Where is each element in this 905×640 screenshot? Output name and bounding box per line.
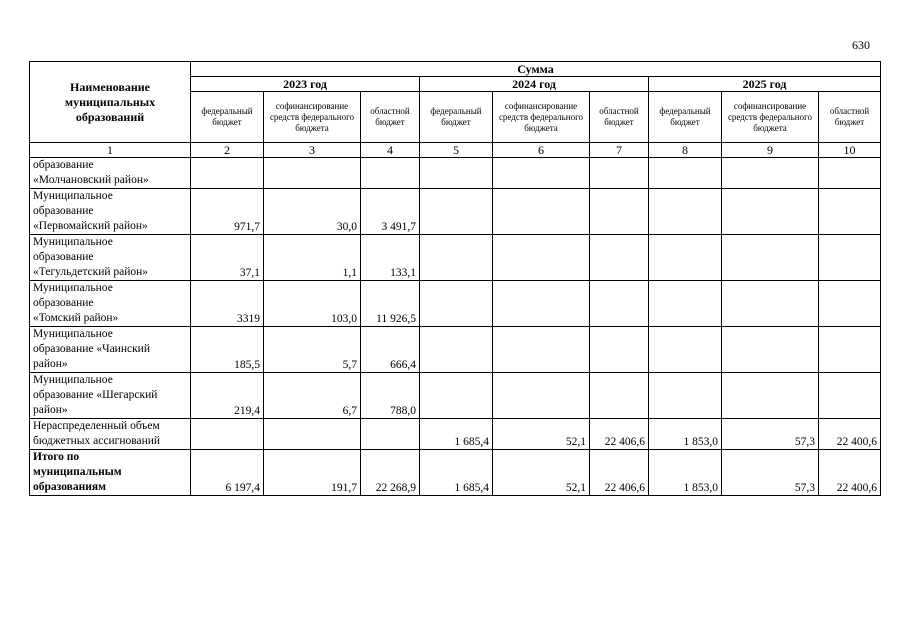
page-number: 630 — [852, 38, 870, 52]
amount-cell — [493, 281, 590, 327]
municipality-name — [30, 419, 191, 450]
amount-cell: 57,3 — [722, 450, 819, 496]
amount-cell — [819, 281, 881, 327]
header-subcolumn: софинансирование средств федерального бюджета — [493, 92, 590, 143]
name-line: образование — [33, 251, 94, 263]
amount-cell — [722, 189, 819, 235]
amount-cell — [649, 327, 722, 373]
municipality-name — [30, 450, 191, 496]
header-subcolumn: федеральный бюджет — [649, 92, 722, 143]
amount-cell — [590, 281, 649, 327]
name-line: образование — [33, 205, 94, 217]
amount-cell: 666,4 — [361, 327, 420, 373]
amount-cell — [590, 327, 649, 373]
table-row — [30, 419, 881, 450]
amount-cell — [722, 235, 819, 281]
amount-cell: 1 853,0 — [649, 450, 722, 496]
municipality-name — [30, 235, 191, 281]
amount-cell: 11 926,5 — [361, 281, 420, 327]
name-line: Муниципальное — [33, 282, 113, 294]
amount-cell: 971,7 — [191, 189, 264, 235]
amount-cell: 22 400,6 — [819, 419, 881, 450]
header-year-2025: 2025 год — [649, 77, 881, 92]
name-line: «Первомайский район» — [33, 220, 148, 232]
amount-cell — [649, 189, 722, 235]
column-number: 9 — [722, 143, 819, 158]
name-line: Муниципальное — [33, 328, 113, 340]
municipality-name — [30, 327, 191, 373]
name-line: Нераспределенный объем — [33, 420, 160, 432]
amount-cell — [420, 373, 493, 419]
name-line: Итого по — [33, 451, 80, 463]
amount-cell: 5,7 — [264, 327, 361, 373]
name-line: бюджетных ассигнований — [33, 435, 161, 447]
name-line: образование «Чаинский — [33, 343, 150, 355]
table-row — [30, 158, 881, 189]
amount-cell: 1,1 — [264, 235, 361, 281]
name-line: Муниципальное — [33, 190, 113, 202]
amount-cell — [649, 281, 722, 327]
amount-cell: 1 853,0 — [649, 419, 722, 450]
amount-cell — [420, 158, 493, 189]
amount-cell: 52,1 — [493, 450, 590, 496]
name-line: «Тегульдетский район» — [33, 266, 149, 278]
name-line: образование — [33, 159, 94, 171]
amount-cell: 788,0 — [361, 373, 420, 419]
column-number: 7 — [590, 143, 649, 158]
amount-cell: 6,7 — [264, 373, 361, 419]
name-line: «Молчановский район» — [33, 174, 149, 186]
amount-cell: 57,3 — [722, 419, 819, 450]
name-line: образованиям — [33, 481, 106, 493]
amount-cell: 103,0 — [264, 281, 361, 327]
name-line: образование — [33, 297, 94, 309]
amount-cell — [264, 158, 361, 189]
amount-cell — [590, 373, 649, 419]
header-subcolumn: софинансирование средств федерального бюджета — [722, 92, 819, 143]
header-name-column: Наименование муниципальных образований — [30, 62, 191, 143]
amount-cell: 30,0 — [264, 189, 361, 235]
amount-cell — [493, 158, 590, 189]
amount-cell: 22 268,9 — [361, 450, 420, 496]
amount-cell — [361, 419, 420, 450]
amount-cell — [819, 189, 881, 235]
municipality-name — [30, 158, 191, 189]
municipality-name — [30, 189, 191, 235]
table-row — [30, 373, 881, 419]
table-row — [30, 281, 881, 327]
amount-cell: 185,5 — [191, 327, 264, 373]
amount-cell — [264, 419, 361, 450]
column-number: 6 — [493, 143, 590, 158]
amount-cell — [722, 158, 819, 189]
amount-cell: 6 197,4 — [191, 450, 264, 496]
column-number: 1 — [30, 143, 191, 158]
amount-cell: 133,1 — [361, 235, 420, 281]
amount-cell — [722, 327, 819, 373]
amount-cell — [722, 373, 819, 419]
table-row — [30, 327, 881, 373]
header-subcolumn: областной бюджет — [819, 92, 881, 143]
amount-cell — [493, 327, 590, 373]
amount-cell — [590, 235, 649, 281]
amount-cell — [819, 235, 881, 281]
name-line: «Томский район» — [33, 312, 119, 324]
amount-cell — [493, 235, 590, 281]
amount-cell — [819, 158, 881, 189]
amount-cell — [361, 158, 420, 189]
amount-cell — [420, 327, 493, 373]
amount-cell — [649, 158, 722, 189]
column-number: 3 — [264, 143, 361, 158]
budget-table — [29, 61, 881, 496]
amount-cell — [493, 373, 590, 419]
amount-cell: 219,4 — [191, 373, 264, 419]
amount-cell — [819, 373, 881, 419]
header-subcolumn: федеральный бюджет — [191, 92, 264, 143]
amount-cell — [420, 189, 493, 235]
name-line: район» — [33, 358, 68, 370]
header-year-2023: 2023 год — [191, 77, 420, 92]
amount-cell — [819, 327, 881, 373]
amount-cell: 1 685,4 — [420, 450, 493, 496]
total-row — [30, 450, 881, 496]
amount-cell — [420, 235, 493, 281]
table-row — [30, 235, 881, 281]
amount-cell: 22 400,6 — [819, 450, 881, 496]
amount-cell: 37,1 — [191, 235, 264, 281]
table-row — [30, 189, 881, 235]
header-year-2024: 2024 год — [420, 77, 649, 92]
column-number: 8 — [649, 143, 722, 158]
municipality-name — [30, 281, 191, 327]
header-subcolumn: областной бюджет — [361, 92, 420, 143]
amount-cell: 22 406,6 — [590, 450, 649, 496]
name-line: Муниципальное — [33, 374, 113, 386]
name-line: образование «Шегарский — [33, 389, 158, 401]
column-number: 5 — [420, 143, 493, 158]
amount-cell — [649, 373, 722, 419]
amount-cell — [191, 419, 264, 450]
column-number: 10 — [819, 143, 881, 158]
amount-cell — [722, 281, 819, 327]
amount-cell — [649, 235, 722, 281]
amount-cell: 1 685,4 — [420, 419, 493, 450]
name-line: Муниципальное — [33, 236, 113, 248]
amount-cell — [590, 189, 649, 235]
name-line: район» — [33, 404, 68, 416]
amount-cell: 191,7 — [264, 450, 361, 496]
column-number: 2 — [191, 143, 264, 158]
amount-cell — [493, 189, 590, 235]
amount-cell: 3 491,7 — [361, 189, 420, 235]
name-line: муниципальным — [33, 466, 122, 478]
header-subcolumn: областной бюджет — [590, 92, 649, 143]
municipality-name — [30, 373, 191, 419]
amount-cell: 3319 — [191, 281, 264, 327]
amount-cell — [191, 158, 264, 189]
column-numbers-row — [30, 143, 881, 158]
amount-cell — [590, 158, 649, 189]
amount-cell: 52,1 — [493, 419, 590, 450]
amount-cell: 22 406,6 — [590, 419, 649, 450]
column-number: 4 — [361, 143, 420, 158]
amount-cell — [420, 281, 493, 327]
header-subcolumn: федеральный бюджет — [420, 92, 493, 143]
header-sum: Сумма — [191, 62, 881, 77]
header-subcolumn: софинансирование средств федерального бюджета — [264, 92, 361, 143]
